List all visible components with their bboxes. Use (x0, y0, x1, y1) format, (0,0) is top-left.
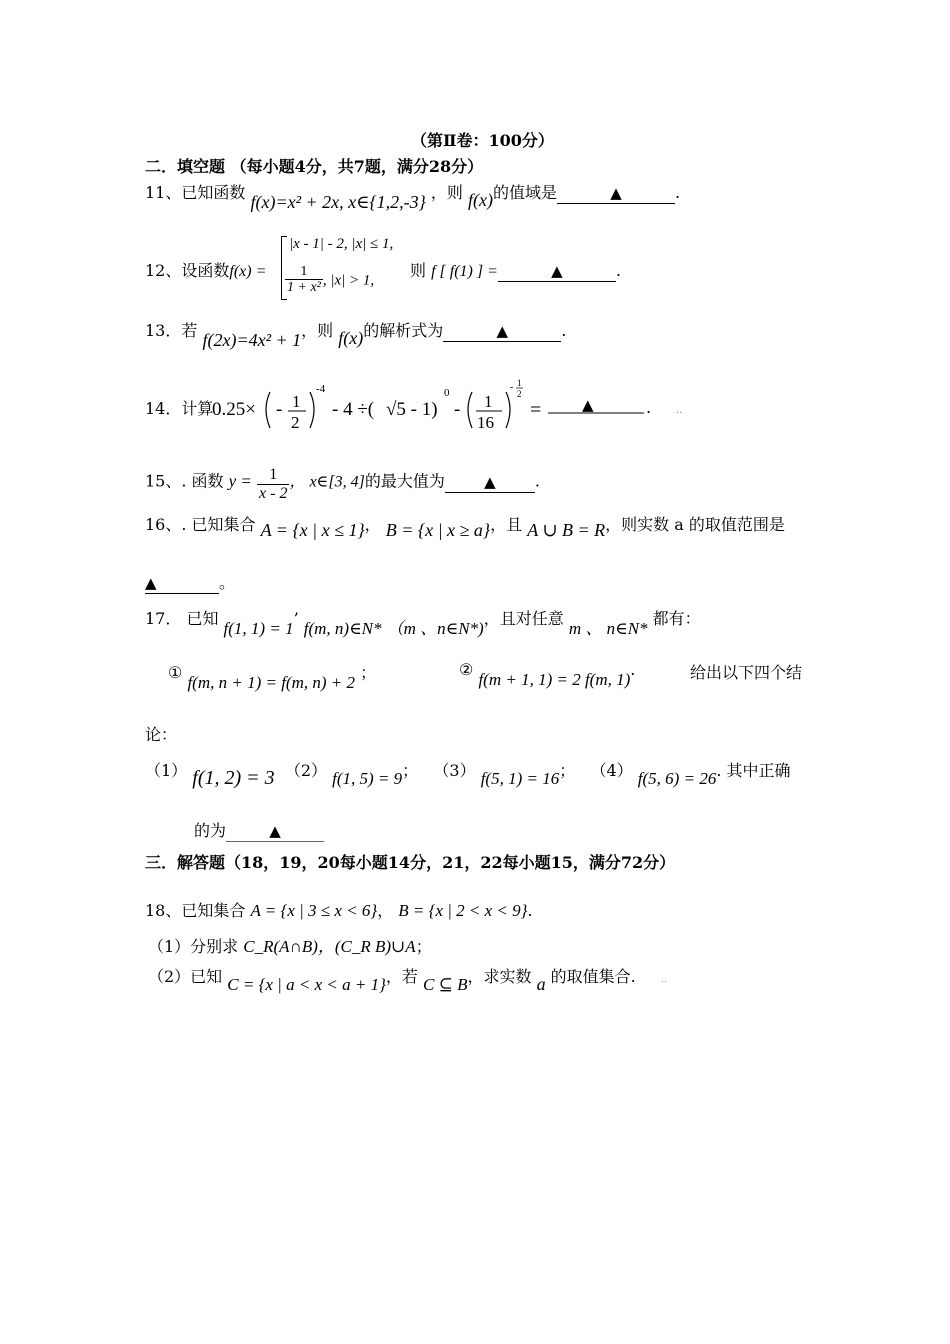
q16-suffix: ，则实数 a 的取值范围是 (605, 515, 785, 534)
q18-p2-mark: （2）已知 (148, 967, 223, 986)
question-17-line1: 17． 已知 f(1, 1) = 1’ f(m, n)∈N* （m 、n∈N*)，且对任意 m 、 n∈N* 都有： (145, 609, 701, 638)
question-13 (145, 318, 567, 350)
q18-p2-mid: ，若 (385, 967, 418, 986)
q16-set-b: B = {x | x ≥ a} (385, 520, 491, 540)
q17-c2-end: ； (402, 761, 419, 780)
question-18 (145, 898, 533, 921)
q15-end: . (534, 471, 540, 491)
question-14-prefix: 14．计算 (145, 399, 214, 418)
question-12-tail (410, 258, 621, 282)
q14-term-a: 0.25× (212, 399, 256, 420)
blank-marker: ▲ (269, 822, 281, 840)
blank-marker: ▲ (551, 262, 563, 280)
q17-c4: f(5, 6) = 26 (637, 769, 717, 788)
q17-tail-text: 的为 (194, 821, 227, 840)
q11-formula: f(x)=x² + 2x, x∈{1,2,-3} (250, 192, 426, 212)
q12-end: . (615, 261, 621, 280)
q17-c2: f(1, 5) = 9 (332, 769, 403, 788)
q18-p1-mark: （1）分别求 (148, 937, 239, 956)
q18-p2-var: a (536, 974, 546, 994)
q18-p2-sub: C ⊆ B (422, 975, 468, 994)
q18-p2-set: C = {x | a < x < a + 1} (227, 975, 386, 994)
q17-c4-end: . 其中正确 (716, 761, 791, 780)
q17-given3: （m 、n∈N*) (386, 619, 484, 638)
q18-p1-end: ； (415, 937, 432, 956)
q17-tail (194, 818, 324, 842)
q12-expr: f [ f(1) ] = (431, 263, 498, 280)
q15-num: 1 (269, 466, 278, 483)
q11-end: . (675, 183, 681, 202)
q16-answer-blank[interactable] (145, 575, 219, 594)
q14-dots: .. (676, 405, 683, 416)
q18-part1 (148, 932, 432, 957)
q11-prefix: 11、已知函数 (145, 183, 246, 202)
q17-cond2-formula: f(m + 1, 1) = 2 f(m, 1) (478, 670, 631, 689)
q17-given5: m 、 n∈N* (568, 619, 648, 638)
q14-end: . (646, 398, 652, 417)
section-title-fill-in: 二．填空题 （每小题4分，共7题，满分28分） (145, 157, 484, 176)
q14-exp-b: -4 (316, 383, 326, 395)
q11-mid: ，则 (430, 183, 463, 202)
q17-cond2-mark: ② (459, 660, 474, 679)
q12-answer-blank[interactable] (498, 263, 616, 282)
q16-end: 。 (219, 573, 236, 592)
q14-frac2-num: 1 (484, 392, 493, 411)
q12-case2-cond: , |x| > 1, (322, 272, 375, 289)
question-16 (145, 512, 785, 540)
section-title-solutions: 三．解答题（18，19，20每小题14分，21，22每小题15，满分72分） (145, 853, 676, 872)
q14-exp-d-den: 2 (517, 389, 522, 399)
q17-line3: 论： (145, 725, 178, 744)
q14-minus-1: - (276, 399, 283, 420)
q17-c4-mark: （4） (590, 761, 633, 780)
blank-marker: ▲ (582, 396, 594, 414)
q14-exp-d-num: 1 (517, 378, 522, 388)
q18-p1-expr: C_R(A∩B)，(C_R B)∪A (243, 937, 416, 956)
q17-c2-mark: （2） (284, 761, 328, 780)
q14-paren-right-2 (506, 392, 510, 428)
q17-cond2-end: . (630, 660, 636, 679)
q13-answer-blank[interactable] (443, 323, 561, 342)
question-15 (145, 464, 540, 500)
q15-prefix: 15、. 函数 (145, 471, 224, 491)
question-12-prefix (145, 258, 266, 281)
q17-answer-blank[interactable] (226, 823, 324, 842)
q17-cond1-end: ； (360, 663, 377, 682)
q12-case2-num: 1 (300, 264, 308, 279)
q12-lhs: f(x) = (229, 263, 267, 280)
q16-mid: ，且 (490, 515, 523, 534)
q18-p2-tail: ，求实数 (467, 967, 532, 986)
q17-c1: f(1, 2) = 3 (192, 767, 275, 789)
q17-c3-end: ； (559, 761, 576, 780)
q17-cond1 (168, 660, 377, 692)
q13-suffix: 的解析式为 (363, 321, 444, 340)
q12-case2 (285, 264, 374, 296)
volume-title: （第Ⅱ卷：100分） (411, 131, 554, 150)
q18-part2 (148, 964, 668, 994)
q17-prefix: 17． 已知 (145, 609, 219, 628)
q16-sep: ， (364, 515, 381, 534)
q13-mid: ，则 (301, 321, 334, 340)
q17-c3-mark: （3） (433, 761, 476, 780)
blank-marker: ▲ (610, 184, 622, 202)
q14-paren-right-1 (310, 392, 314, 428)
q17-cond2 (459, 660, 636, 689)
q14-frac2-den: 16 (477, 413, 494, 432)
q18-set-a: A = {x | 3 ≤ x < 6} (250, 901, 378, 920)
blank-marker: ▲ (496, 322, 509, 340)
q18-p2-end: 的取值集合. (550, 967, 636, 986)
q11-suffix: 的值域是 (493, 183, 558, 202)
q15-lhs: y = (228, 471, 252, 491)
q12-mid: 则 (410, 261, 427, 280)
q14-paren-left-1 (266, 392, 270, 428)
q11-fx: f(x) (468, 190, 494, 210)
q18-prefix: 18、已知集合 (145, 901, 246, 920)
q17-cond-tail: 给出以下四个结 (690, 663, 803, 682)
blank-marker: ▲ (145, 574, 157, 592)
q12-prefix: 12、设函数 (145, 261, 230, 280)
q11-answer-blank[interactable] (557, 185, 675, 204)
q12-case2-den: 1 + x² (287, 280, 321, 296)
q18-sep: ， (377, 901, 394, 920)
q14-frac1-den: 2 (291, 413, 300, 432)
q17-cond1-mark: ① (168, 663, 183, 682)
q18-end: . (527, 901, 533, 920)
q18-dots: .. (660, 974, 668, 985)
q14-sqrt: √5 - 1) (386, 399, 438, 420)
q16-set-a: A = {x | x ≤ 1} (260, 520, 365, 540)
q13-fx: f(x) (338, 328, 364, 348)
question-11 (145, 180, 681, 212)
q16-answer-line (145, 570, 235, 594)
q14-minus-2: - (454, 399, 461, 420)
q13-prefix: 13．若 (145, 321, 198, 340)
q17-given2: f(m, n)∈N* (303, 619, 382, 638)
q14-expression (210, 378, 690, 440)
q18-set-b: B = {x | 2 < x < 9} (398, 901, 528, 920)
q14-term-c: - 4 ÷( (332, 399, 375, 420)
q17-c3: f(5, 1) = 16 (480, 769, 560, 788)
q14-exp-c: 0 (444, 387, 450, 399)
q13-formula: f(2x)=4x² + 1 (202, 330, 302, 350)
q13-end: . (561, 321, 567, 340)
q14-frac1-num: 1 (292, 392, 301, 411)
q17-given6: 都有： (652, 609, 701, 628)
q16-union: A ∪ B = R (527, 520, 606, 540)
q17-cond1-formula: f(m, n + 1) = f(m, n) + 2 (187, 673, 355, 692)
q17-given4: ，且对任意 (483, 609, 564, 628)
q17-given1: f(1, 1) = 1 (223, 619, 294, 638)
q12-case1: |x - 1| - 2, |x| ≤ 1, (289, 236, 394, 252)
q16-prefix: 16、. 已知集合 (145, 515, 256, 534)
q15-domain: ， x∈[3, 4] (289, 473, 365, 491)
blank-marker: ▲ (484, 472, 496, 491)
q14-paren-left-2 (468, 392, 472, 428)
q15-suffix: 的最大值为 (364, 471, 445, 491)
q14-equals: = (530, 399, 542, 421)
q17-conclusions (145, 758, 791, 789)
q15-den: x - 2 (259, 484, 288, 502)
q17-c1-mark: （1） (145, 761, 188, 780)
q15-answer-blank[interactable] (445, 474, 535, 493)
q14-exp-d-sign: - (510, 382, 514, 393)
